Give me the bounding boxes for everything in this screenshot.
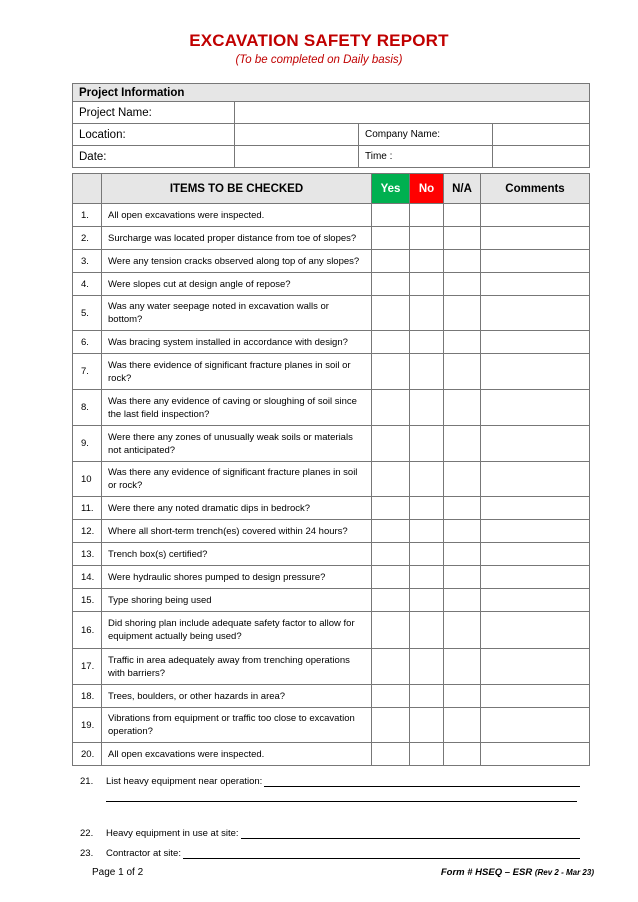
date-field[interactable] xyxy=(235,146,359,168)
yes-cell[interactable] xyxy=(372,589,410,612)
na-cell[interactable] xyxy=(444,354,481,390)
no-cell[interactable] xyxy=(410,497,444,520)
checklist-row xyxy=(73,566,590,589)
project-info-heading: Project Information xyxy=(73,84,590,102)
comments-cell[interactable] xyxy=(481,273,590,296)
na-cell[interactable] xyxy=(444,589,481,612)
row-number: 4. xyxy=(73,273,102,296)
checklist-row xyxy=(73,227,590,250)
yes-cell[interactable] xyxy=(372,227,410,250)
no-cell[interactable] xyxy=(410,743,444,766)
checklist-row xyxy=(73,462,590,497)
checklist-row xyxy=(73,204,590,227)
question-22 xyxy=(80,827,580,839)
answer-line[interactable] xyxy=(264,775,580,787)
na-header: N/A xyxy=(444,174,481,204)
checklist-row xyxy=(73,497,590,520)
time-field[interactable] xyxy=(493,146,590,168)
row-item-text: Was there any evidence of significant fracture planes in soil or rock? xyxy=(102,462,372,497)
row-item-text: Surcharge was located proper distance from toe of slopes? xyxy=(102,227,372,250)
checklist-row xyxy=(73,273,590,296)
na-cell[interactable] xyxy=(444,250,481,273)
comments-cell[interactable] xyxy=(481,331,590,354)
row-item-text: All open excavations were inspected. xyxy=(102,204,372,227)
comments-cell[interactable] xyxy=(481,354,590,390)
comments-cell[interactable] xyxy=(481,543,590,566)
checklist-row xyxy=(73,543,590,566)
no-header: No xyxy=(410,174,444,204)
no-cell[interactable] xyxy=(410,612,444,649)
yes-cell[interactable] xyxy=(372,331,410,354)
na-cell[interactable] xyxy=(444,612,481,649)
na-cell[interactable] xyxy=(444,204,481,227)
comments-cell[interactable] xyxy=(481,743,590,766)
row-item-text: Were any tension cracks observed along top of any slopes? xyxy=(102,250,372,273)
na-cell[interactable] xyxy=(444,566,481,589)
project-info-table xyxy=(72,83,590,168)
yes-cell[interactable] xyxy=(372,390,410,426)
no-cell[interactable] xyxy=(410,296,444,331)
location-label: Location: xyxy=(73,124,235,146)
question-label: Heavy equipment in use at site: xyxy=(106,828,239,839)
checklist-row xyxy=(73,250,590,273)
row-item-text: Was any water seepage noted in excavation walls or bottom? xyxy=(102,296,372,331)
yes-header: Yes xyxy=(372,174,410,204)
row-item-text: Traffic in area adequately away from trenching operations with barriers? xyxy=(102,649,372,685)
na-cell[interactable] xyxy=(444,331,481,354)
comments-cell[interactable] xyxy=(481,708,590,743)
comments-cell[interactable] xyxy=(481,296,590,331)
no-cell[interactable] xyxy=(410,331,444,354)
no-cell[interactable] xyxy=(410,250,444,273)
checklist-row xyxy=(73,743,590,766)
row-item-text: Type shoring being used xyxy=(102,589,372,612)
project-name-field[interactable] xyxy=(235,102,590,124)
no-cell[interactable] xyxy=(410,390,444,426)
yes-cell[interactable] xyxy=(372,649,410,685)
row-number: 14. xyxy=(73,566,102,589)
form-revision: (Rev 2 - Mar 23) xyxy=(534,868,594,877)
checklist-row xyxy=(73,426,590,462)
row-item-text: Trench box(s) certified? xyxy=(102,543,372,566)
yes-cell[interactable] xyxy=(372,296,410,331)
yes-cell[interactable] xyxy=(372,250,410,273)
yes-cell[interactable] xyxy=(372,204,410,227)
comments-cell[interactable] xyxy=(481,426,590,462)
row-number: 19. xyxy=(73,708,102,743)
comments-cell[interactable] xyxy=(481,250,590,273)
yes-cell[interactable] xyxy=(372,426,410,462)
company-name-label: Company Name: xyxy=(359,124,493,146)
yes-cell[interactable] xyxy=(372,273,410,296)
comments-cell[interactable] xyxy=(481,204,590,227)
date-label: Date: xyxy=(73,146,235,168)
yes-cell[interactable] xyxy=(372,743,410,766)
row-item-text: Were there any noted dramatic dips in bedrock? xyxy=(102,497,372,520)
yes-cell[interactable] xyxy=(372,462,410,497)
row-item-text: Was there any evidence of caving or sloughing of soil since the last field inspection? xyxy=(102,390,372,426)
row-number: 10 xyxy=(73,462,102,497)
na-cell[interactable] xyxy=(444,708,481,743)
no-cell[interactable] xyxy=(410,204,444,227)
no-cell[interactable] xyxy=(410,520,444,543)
row-number: 16. xyxy=(73,612,102,649)
question-number: 23. xyxy=(80,848,94,859)
yes-cell[interactable] xyxy=(372,543,410,566)
row-item-text: All open excavations were inspected. xyxy=(102,743,372,766)
question-number: 21. xyxy=(80,776,94,787)
row-item-text: Was there evidence of significant fracture planes in soil or rock? xyxy=(102,354,372,390)
checklist-row xyxy=(73,331,590,354)
row-item-text: Were slopes cut at design angle of repose? xyxy=(102,273,372,296)
na-cell[interactable] xyxy=(444,497,481,520)
row-number: 5. xyxy=(73,296,102,331)
na-cell[interactable] xyxy=(444,273,481,296)
comments-cell[interactable] xyxy=(481,497,590,520)
checklist-row xyxy=(73,612,590,649)
checklist-row xyxy=(73,589,590,612)
comments-cell[interactable] xyxy=(481,685,590,708)
comments-cell[interactable] xyxy=(481,462,590,497)
na-cell[interactable] xyxy=(444,649,481,685)
checklist-table xyxy=(72,173,590,766)
row-number: 8. xyxy=(73,390,102,426)
question-number: 22. xyxy=(80,828,94,839)
na-cell[interactable] xyxy=(444,390,481,426)
checklist-row xyxy=(73,354,590,390)
company-name-field[interactable] xyxy=(493,124,590,146)
no-cell[interactable] xyxy=(410,543,444,566)
checklist-row xyxy=(73,296,590,331)
no-cell[interactable] xyxy=(410,649,444,685)
checklist-row xyxy=(73,649,590,685)
na-cell[interactable] xyxy=(444,543,481,566)
row-number: 13. xyxy=(73,543,102,566)
comments-cell[interactable] xyxy=(481,520,590,543)
no-cell[interactable] xyxy=(410,566,444,589)
row-number: 9. xyxy=(73,426,102,462)
comments-cell[interactable] xyxy=(481,566,590,589)
na-cell[interactable] xyxy=(444,462,481,497)
comments-cell[interactable] xyxy=(481,227,590,250)
page-number: Page 1 of 2 xyxy=(92,867,144,878)
number-header xyxy=(73,174,102,204)
row-item-text: Where all short-term trench(es) covered within 24 hours? xyxy=(102,520,372,543)
row-number: 18. xyxy=(73,685,102,708)
form-number: Form # HSEQ – ESR xyxy=(440,867,533,878)
no-cell[interactable] xyxy=(410,354,444,390)
na-cell[interactable] xyxy=(444,743,481,766)
row-item-text: Were there any zones of unusually weak soils or materials not anticipated? xyxy=(102,426,372,462)
no-cell[interactable] xyxy=(410,426,444,462)
row-number: 3. xyxy=(73,250,102,273)
na-cell[interactable] xyxy=(444,296,481,331)
checklist-row xyxy=(73,520,590,543)
row-item-text: Was bracing system installed in accordance with design? xyxy=(102,331,372,354)
comments-header: Comments xyxy=(481,174,590,204)
yes-cell[interactable] xyxy=(372,612,410,649)
row-number: 17. xyxy=(73,649,102,685)
answer-line[interactable] xyxy=(241,827,580,839)
no-cell[interactable] xyxy=(410,589,444,612)
no-cell[interactable] xyxy=(410,685,444,708)
no-cell[interactable] xyxy=(410,273,444,296)
row-number: 12. xyxy=(73,520,102,543)
page-subtitle: (To be completed on Daily basis) xyxy=(235,54,403,66)
row-number: 2. xyxy=(73,227,102,250)
comments-cell[interactable] xyxy=(481,390,590,426)
checklist-row xyxy=(73,390,590,426)
row-item-text: Were hydraulic shores pumped to design pressure? xyxy=(102,566,372,589)
form-reference xyxy=(441,867,594,878)
row-item-text: Did shoring plan include adequate safety factor to allow for equipment actually being used? xyxy=(102,612,372,649)
answer-line-continued[interactable] xyxy=(106,801,577,802)
row-number: 6. xyxy=(73,331,102,354)
checklist-row xyxy=(73,708,590,743)
na-cell[interactable] xyxy=(444,520,481,543)
yes-cell[interactable] xyxy=(372,566,410,589)
na-cell[interactable] xyxy=(444,426,481,462)
yes-cell[interactable] xyxy=(372,708,410,743)
comments-cell[interactable] xyxy=(481,649,590,685)
no-cell[interactable] xyxy=(410,708,444,743)
question-23 xyxy=(80,847,580,859)
na-cell[interactable] xyxy=(444,227,481,250)
row-number: 7. xyxy=(73,354,102,390)
time-label: Time : xyxy=(359,146,493,168)
yes-cell[interactable] xyxy=(372,354,410,390)
row-item-text: Vibrations from equipment or traffic too close to excavation operation? xyxy=(102,708,372,743)
no-cell[interactable] xyxy=(410,227,444,250)
checklist-row xyxy=(73,685,590,708)
row-number: 15. xyxy=(73,589,102,612)
comments-cell[interactable] xyxy=(481,612,590,649)
question-label: Contractor at site: xyxy=(106,848,181,859)
row-number: 11. xyxy=(73,497,102,520)
yes-cell[interactable] xyxy=(372,497,410,520)
row-number: 20. xyxy=(73,743,102,766)
yes-cell[interactable] xyxy=(372,520,410,543)
no-cell[interactable] xyxy=(410,462,444,497)
location-field[interactable] xyxy=(235,124,359,146)
row-item-text: Trees, boulders, or other hazards in area? xyxy=(102,685,372,708)
yes-cell[interactable] xyxy=(372,685,410,708)
comments-cell[interactable] xyxy=(481,589,590,612)
na-cell[interactable] xyxy=(444,685,481,708)
question-21 xyxy=(80,775,580,787)
items-header: ITEMS TO BE CHECKED xyxy=(102,174,372,204)
answer-line[interactable] xyxy=(183,847,580,859)
row-number: 1. xyxy=(73,204,102,227)
question-label: List heavy equipment near operation: xyxy=(106,776,263,787)
project-name-label: Project Name: xyxy=(73,102,235,124)
page-title: EXCAVATION SAFETY REPORT xyxy=(189,31,449,50)
